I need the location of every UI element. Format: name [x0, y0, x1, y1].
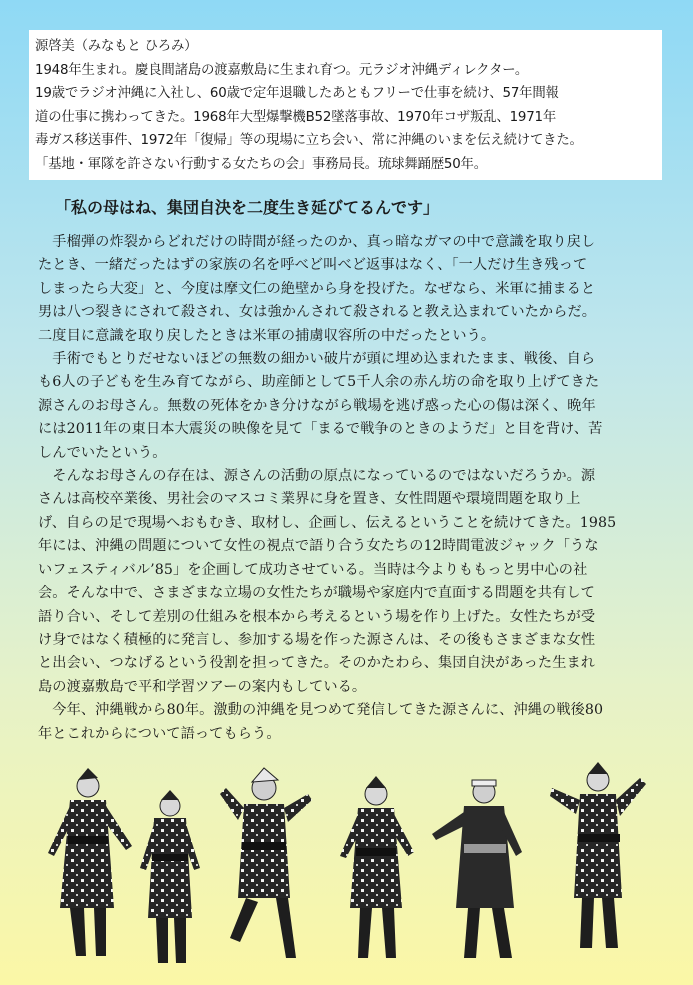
article-line: たとき、一緒だったはずの家族の名を呼べど叫べど返事はなく、「一人だけ生き残って [38, 257, 588, 274]
article-line: け身ではなく積極的に発言し、参加する場を作った源さんは、その後もさまざまな女性 [38, 631, 596, 648]
bio-line: 「基地・軍隊を許さない行動する女たちの会」事務局長。琉球舞踊歴50年。 [35, 156, 487, 172]
article-line: いフェスティバル’85」を企画して成功させている。当時は今よりももっと男中心の社 [38, 561, 588, 578]
article-line: 男は八つ裂きにされて殺され、女は強かんされて殺されると教え込まれていたからだ。 [38, 304, 597, 321]
article-line: さんは高校卒業後、男社会のマスコミ業界に身を置き、女性問題や環境問題を取り上 [38, 491, 581, 508]
bio-line: 道の仕事に携わってきた。1968年大型爆撃機B52墜落事故、1970年コザ叛乱、1971年 [35, 109, 557, 125]
bio-name: 源啓美（みなもと ひろみ） [35, 39, 198, 54]
article-line: 年には、沖縄の問題について女性の視点で語り合う女たちの12時間電波ジャック「うな [38, 538, 599, 555]
dancer-figure [340, 776, 414, 958]
article-line: 源さんのお母さん。無数の死体をかき分けながら戦場を逃げ惑った心の傷は深く、晩年 [38, 397, 596, 414]
dancer-figure [550, 762, 646, 948]
dancer-figure [220, 768, 312, 958]
article-line: そんなお母さんの存在は、源さんの活動の原点になっているのではないだろうか。源 [38, 468, 596, 485]
article-headline-quote: 「私の母はね、集団自決を二度生き延びてるんです」 [55, 198, 440, 217]
article-line: と出会い、つなげるという役割を担ってきた。そのかたわら、集団自決があった生まれ [38, 655, 596, 672]
article-line: 語り合い、そして差別の仕組みを根本から考えるという場を作り上げた。女性たちが受 [38, 608, 596, 625]
article-line: 二度目に意識を取り戻したときは米軍の捕虜収容所の中だったという。 [38, 327, 496, 344]
bio-line: 1948年生まれ。慶良間諸島の渡嘉敷島に生まれ育つ。元ラジオ沖縄ディレクター。 [35, 62, 529, 78]
bio-line: 毒ガス移送事件、1972年「復帰」等の現場に立ち会い、常に沖縄のいまを伝え続けてきた。 [35, 133, 583, 149]
article-line: 島の渡嘉敷島で平和学習ツアーの案内もしている。 [38, 678, 367, 695]
ryukyu-dancers-image [40, 758, 652, 973]
dancer-figure [432, 780, 522, 958]
dancer-figure [48, 768, 132, 956]
article-line: しんでいたという。 [38, 444, 167, 461]
article-body [38, 231, 663, 746]
article-line: しまったら大変」と、今度は摩文仁の絶壁から身を投げた。なぜなら、米軍に捕まると [38, 280, 596, 297]
biography-box [29, 30, 662, 180]
article-line: げ、自らの足で現場へおもむき、取材し、企画し、伝えるということを続けてきた。1985 [38, 514, 617, 531]
article-line: 手榴弾の炸裂からどれだけの時間が経ったのか、真っ暗なガマの中で意識を取り戻し [38, 234, 596, 250]
article-line: も6人の子どもを生み育てながら、助産師として5千人余の赤ん坊の命を取り上げてきた [38, 374, 600, 391]
dancer-figure [140, 790, 200, 963]
bio-line: 19歳でラジオ沖縄に入社し、60歳で定年退職したあともフリーで仕事を続け、57年間報 [35, 86, 559, 102]
article-line: 会。そんな中で、さまざまな立場の女性たちが職場や家庭内で直面する問題を共有して [38, 585, 595, 602]
article-line: 今年、沖縄戦から80年。激動の沖縄を見つめて発信してきた源さんに、沖縄の戦後80 [38, 702, 604, 719]
article-line: 年とこれからについて語ってもらう。 [38, 725, 281, 742]
article-line: 手術でもとりだせないほどの無数の細かい破片が頭に埋め込まれたまま、戦後、自ら [38, 351, 596, 368]
article-line: には2011年の東日本大震災の映像を見て「まるで戦争のときのようだ」と目を背け、苦 [38, 421, 603, 438]
